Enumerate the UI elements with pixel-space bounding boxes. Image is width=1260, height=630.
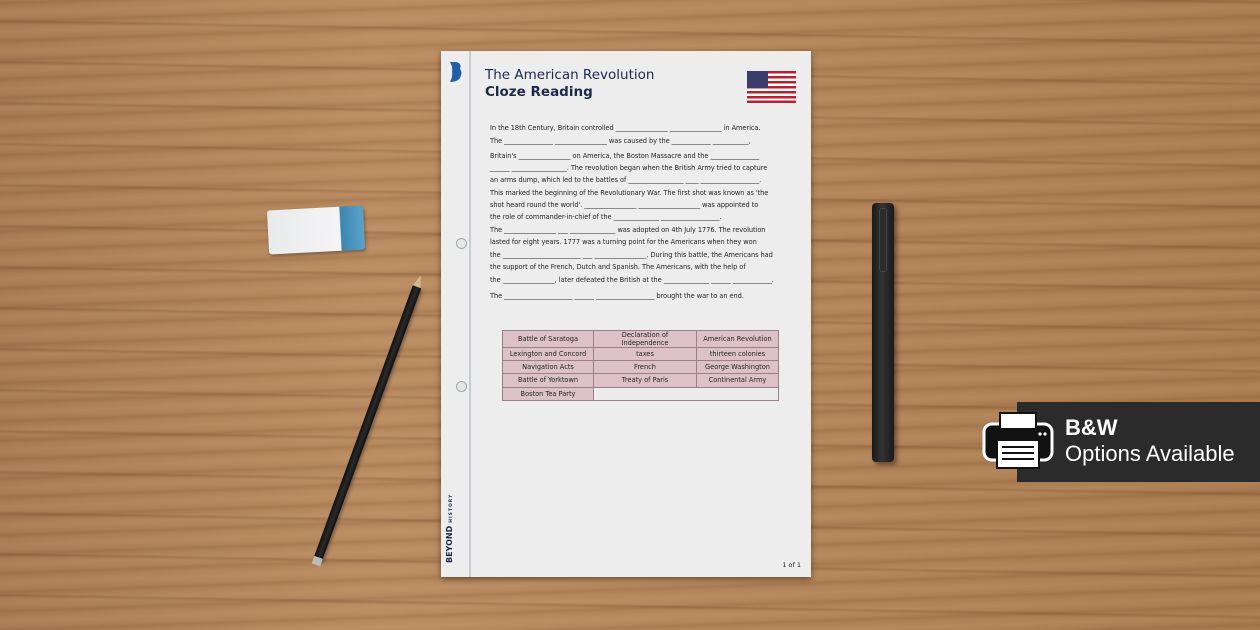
word-bank-cell: Treaty of Paris xyxy=(594,374,697,387)
page-number: 1 of 1 xyxy=(782,561,801,569)
word-bank-row xyxy=(503,348,779,361)
passage-line: The _______________ ________________ was caused by the ____________ ___________, xyxy=(490,137,751,145)
brand-name: BEYOND xyxy=(445,525,454,563)
word-bank-row xyxy=(503,387,779,400)
spine-divider xyxy=(469,51,471,577)
us-flag-icon xyxy=(747,71,796,103)
word-bank-cell: Continental Army xyxy=(697,374,779,387)
passage-line: This marked the beginning of the Revolutionary War. The first shot was known as 'the xyxy=(490,189,769,197)
word-bank-cell: George Washington xyxy=(697,361,779,374)
word-bank-empty-cell xyxy=(594,387,779,400)
passage-line: The _____________________ ______ __________________ brought the war to an end. xyxy=(490,292,744,300)
badge-title: B&W xyxy=(1065,415,1118,440)
worksheet-page xyxy=(441,51,811,577)
eraser xyxy=(267,206,365,255)
badge-subtitle: Options Available xyxy=(1065,441,1235,466)
passage-line: The ________________ ___ ______________ was adopted on 4th July 1776. The revolution xyxy=(490,226,766,234)
passage-line: an arms dump, which led to the battles of _________________ ____ __________________. xyxy=(490,176,762,184)
passage-line: the ________________________ ___ ________________. During this battle, the Americans had xyxy=(490,251,773,259)
passage-line: ______ _________________. The revolution began when the British Army tried to capture xyxy=(490,164,768,172)
word-bank-cell: Navigation Acts xyxy=(503,361,594,374)
printer-icon xyxy=(982,410,1054,472)
passage-line: the ________________, later defeated the British at the ______________ ______ ____________. xyxy=(490,276,774,284)
punch-hole xyxy=(456,238,467,249)
word-bank-row xyxy=(503,361,779,374)
worksheet-title: The American Revolution xyxy=(485,67,655,83)
worksheet-subtitle: Cloze Reading xyxy=(485,84,593,100)
passage-line: the support of the French, Dutch and Spanish. The Americans, with the help of xyxy=(490,263,746,271)
passage-line: shot heard round the world'. ________________ ___________________ was appointed to xyxy=(490,201,759,209)
pencil xyxy=(314,285,422,561)
word-bank-cell: Battle of Yorktown xyxy=(503,374,594,387)
word-bank-cell: Battle of Saratoga xyxy=(503,331,594,348)
word-bank-cell: taxes xyxy=(594,348,697,361)
beyond-logo-icon xyxy=(447,61,463,83)
pen-clip xyxy=(879,208,887,272)
passage-line: In the 18th Century, Britain controlled ________________ ________________ in America. xyxy=(490,124,761,132)
punch-hole xyxy=(456,381,467,392)
word-bank-cell: American Revolution xyxy=(697,331,779,348)
brand-subname: HISTORY xyxy=(449,493,454,523)
word-bank-cell: French xyxy=(594,361,697,374)
word-bank-table xyxy=(502,330,779,401)
passage-line: Britain's ________________ on America, the Boston Massacre and the _______________ xyxy=(490,152,760,160)
brand-logo xyxy=(445,494,454,563)
word-bank-cell: thirteen colonies xyxy=(697,348,779,361)
word-bank-row xyxy=(503,374,779,387)
passage-line: lasted for eight years. 1777 was a turning point for the Americans when they won xyxy=(490,238,757,246)
word-bank-cell: Boston Tea Party xyxy=(503,387,594,400)
word-bank-cell: Lexington and Concord xyxy=(503,348,594,361)
passage-line: the role of commander-in-chief of the ______________ __________________. xyxy=(490,213,722,221)
word-bank-cell: Declaration of Independence xyxy=(594,331,697,348)
word-bank-row xyxy=(503,331,779,348)
